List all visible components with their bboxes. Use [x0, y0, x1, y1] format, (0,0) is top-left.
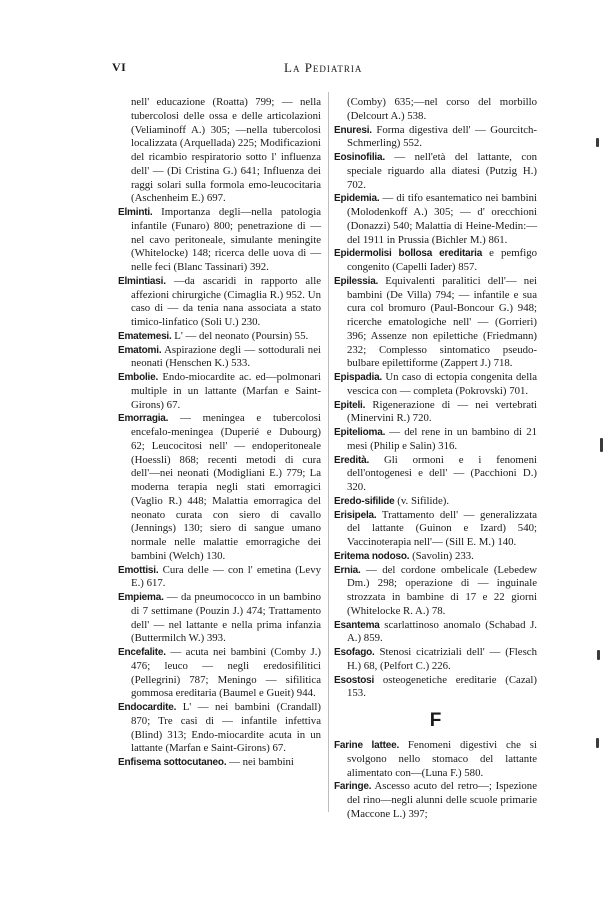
- scan-mark: [597, 650, 600, 660]
- entry-heading: Emottisi.: [118, 564, 159, 576]
- entry-heading: Esantema: [334, 619, 380, 631]
- index-entry: [334, 151, 537, 192]
- scan-mark: [596, 738, 599, 748]
- entry-text: nell' educazione (Roatta) 799; — nella tubercolosi delle ossa e delle articolazioni (Veliaminoff A.) 305; —nella tubercolosi localizzata (Arquellada) 225; Modificazioni del ricambio respiratorio sotto l' influenza dell' — (Di Cristina G.) 641; Influenza dei raggi solari sulla formola emo-leucocitaria (Aschenheim E.) 697.: [131, 96, 321, 205]
- index-entry: [118, 275, 321, 330]
- entry-heading: Emorragia.: [118, 413, 169, 425]
- column-divider: [328, 92, 329, 812]
- left-column: [118, 96, 321, 770]
- entry-text: — nei bambini: [229, 756, 294, 768]
- entry-text: Equivalenti paralitici dell'— nei bambini (De Villa) 794; — infantile e sua cura col bromuro (Paul-Boncour G.) 948; ricerche ematologiche nell' — (Gorrieri) 396; Assenze non epilettiche (Friedmann) 232; Complesso sintomatico pseudo-bulbare epilettiforme (Zappert J.) 718.: [347, 274, 537, 370]
- entry-heading: Faringe.: [334, 781, 372, 793]
- entry-heading: Eosinofilia.: [334, 152, 385, 163]
- entry-text: — del rene in un bambino di 21 mesi (Philip e Salin) 316.: [347, 426, 537, 452]
- entry-text: (Savolin) 233.: [412, 549, 474, 562]
- entry-text: Cura delle — con l' emetina (Levy E.) 617.: [131, 563, 321, 590]
- index-entry: [334, 275, 537, 371]
- entry-text: Importanza degli—nella patologia infantile (Funaro) 800; penetrazione di — nel cavo peritoneale, simulante meningite (Whitelocke) 148; ricerca delle uova di — nelle feci (Blanc Tassinari) 392.: [131, 206, 321, 273]
- entry-heading: Ematomi.: [118, 344, 162, 356]
- entry-heading: Endocardite.: [118, 702, 177, 713]
- entry-text: — meningea e tubercolosi encefalo-meningea (Duperié e Dubourg) 62; Leucocitosi nell' — endoperitoneale (Hoessli) 868; recenti metodi di cura dell'—nei neonati (Modigliani E.) 779; La moderna terapia negli stati emorragici (Vaglio R.) 448; Malattia emorragica del neonato curata con siero di cavallo (Jennings) 130; siero di sangue umano normale nelle malattie emorragiche dei bambini (Welch) 130.: [131, 412, 321, 562]
- entry-text: Aspirazione degli — sottodurali nei neonati (Henschen K.) 533.: [131, 343, 321, 370]
- entry-text: L' — nei bambini (Crandall) 870; Tre casi di — infantile infettiva (Blind) 313; Endo-miocardite acuta in un lattante (Marfan e Saint-Girons) 67.: [131, 701, 321, 755]
- entry-heading: Embolie.: [118, 372, 159, 383]
- entry-text: — del cordone ombelicale (Lebedew Dm.) 298; operazione di — inguinale strozzata in bambine di 17 e 22 giorni (Whitelocke R. A.) 78.: [347, 563, 537, 617]
- index-entry: [334, 550, 537, 564]
- entry-heading: Eritema nodoso.: [334, 550, 410, 562]
- index-entry: [334, 192, 537, 247]
- entry-heading: Elminti.: [118, 207, 153, 218]
- entry-heading: Eredo-sifilide: [334, 495, 395, 507]
- index-entry: [118, 701, 321, 756]
- index-entry: [118, 756, 321, 770]
- index-entry: [118, 564, 321, 592]
- entry-text: scarlattinoso anomalo (Schabad J. A.) 859.: [347, 618, 538, 645]
- scan-mark: [600, 438, 603, 452]
- running-title: La Pediatria: [284, 60, 363, 75]
- entry-text: Fenomeni digestivi che si svolgono nello stomaco del lattante alimentato con—(Luna F.) 580.: [347, 739, 538, 779]
- entry-heading: Epiteli.: [334, 399, 366, 411]
- entry-text: Ascesso acuto del retro—; Ispezione del rino—negli alunni delle scuole primarie (Maccone L.) 397;: [347, 780, 537, 820]
- entry-text: — di tifo esantematico nei bambini (Molodenkoff A.) 305; — d' orecchioni (Donazzi) 540; Malattia di Heine-Medin:—del 1911 in Prussia (Bichler M.) 861.: [347, 192, 537, 246]
- index-entry: [334, 509, 537, 550]
- entry-heading: Epidemia.: [334, 193, 380, 205]
- index-entry: [118, 591, 321, 646]
- entry-heading: Epilessia.: [334, 275, 379, 287]
- index-entry: [334, 495, 537, 509]
- entry-text: e pemfigo congenito (Capelli Iader) 857.: [347, 247, 537, 273]
- running-header: [112, 56, 532, 80]
- index-entry: [334, 247, 537, 275]
- entry-heading: Eredità.: [334, 454, 370, 466]
- index-entry-continuation: [334, 96, 537, 124]
- index-entry: [118, 344, 321, 372]
- index-entry: [334, 124, 537, 152]
- entry-text: — da pneumococco in un bambino di 7 settimane (Pouzin J.) 474; Trattamento dell' — nel lattante e nella prima infanzia (Buttermilch W.) 393.: [131, 591, 322, 645]
- entry-heading: Esostosi: [334, 674, 375, 686]
- index-entry: [334, 619, 537, 647]
- entry-heading: Enfisema sottocutaneo.: [118, 757, 227, 768]
- entry-heading: Epispadia.: [334, 372, 383, 383]
- entry-heading: Ematemesi.: [118, 330, 172, 342]
- entry-text: Rigenerazione di — nei vertebrati (Minervini R.) 720.: [347, 398, 537, 425]
- entry-heading: Epitelioma.: [334, 427, 386, 438]
- entry-text: — acuta nei bambini (Comby J.) 476; leuco — negli eredosifilitici (Pellegrini) 787; Meningo — sifilitica gommosa ereditaria (Baumel e Gueit) 944.: [131, 646, 322, 700]
- entry-text: (v. Sifilide).: [397, 494, 450, 507]
- scan-mark: [596, 138, 599, 147]
- entry-text: Un caso di ectopia congenita della vescica con — completa (Pokrovski) 701.: [347, 371, 538, 397]
- entry-heading: Esofago.: [334, 647, 375, 658]
- index-entry: [334, 646, 537, 674]
- index-entry: [118, 330, 321, 344]
- index-entry: [334, 564, 537, 619]
- entry-heading: Elmintiasi.: [118, 275, 166, 287]
- index-entry: [334, 399, 537, 427]
- index-entry: [118, 646, 321, 701]
- index-entry: [118, 206, 321, 275]
- page-number: VI: [112, 60, 127, 74]
- entry-text: Endo-miocardite ac. ed—polmonari multiple in un lattante (Marfan e Saint-Girons) 67.: [131, 371, 322, 411]
- index-entry: [118, 412, 321, 563]
- entry-text: —da ascaridi in rapporto alle affezioni chirurgiche (Cimaglia R.) 952. Un caso di — da tenia nana associata a stato timico-linfatico (Soli U.) 230.: [131, 274, 321, 328]
- entry-heading: Farine lattee.: [334, 740, 400, 751]
- entry-text: Forma digestiva dell' — Gourcitch-Schmerling) 552.: [347, 123, 537, 150]
- index-entry: [334, 780, 537, 821]
- entry-text: osteogenetiche ereditarie (Cazal) 153.: [347, 673, 537, 700]
- entry-heading: Epidermolisi bollosa ereditaria: [334, 248, 483, 260]
- index-entry: [334, 739, 537, 780]
- entry-heading: Ernia.: [334, 564, 361, 576]
- index-entry: [334, 674, 537, 702]
- entry-text: Stenosi cicatriziali dell' — (Flesch H.) 68, (Pelfort C.) 226.: [347, 646, 537, 672]
- index-entry: [334, 454, 537, 495]
- entry-text: Gli ormoni e i fenomeni dell'ontogenesi e dell' — (Pacchioni D.) 320.: [347, 453, 537, 493]
- section-letter: F: [429, 710, 442, 731]
- entry-text: Trattamento dell' — generalizzata del lattante (Guinon e Izard) 540; Vaccinoterapia nell'— (Sill E. M.) 140.: [347, 508, 537, 548]
- entry-text: — nell'età del lattante, con speciale riguardo alla diatesi (Putzig H.) 702.: [347, 151, 537, 191]
- entry-heading: Empiema.: [118, 592, 164, 603]
- right-column: [334, 96, 537, 822]
- index-entry: [334, 371, 537, 399]
- entry-text: L' — del neonato (Poursin) 55.: [174, 329, 309, 342]
- index-entry: [334, 426, 537, 454]
- entry-heading: Erisipela.: [334, 509, 377, 521]
- entry-heading: Enuresi.: [334, 124, 372, 136]
- index-entry-continuation: [118, 96, 321, 206]
- entry-heading: Encefalite.: [118, 647, 166, 658]
- entry-text: (Comby) 635;—nel corso del morbillo (Delcourt A.) 538.: [347, 96, 537, 122]
- index-entry: [118, 371, 321, 412]
